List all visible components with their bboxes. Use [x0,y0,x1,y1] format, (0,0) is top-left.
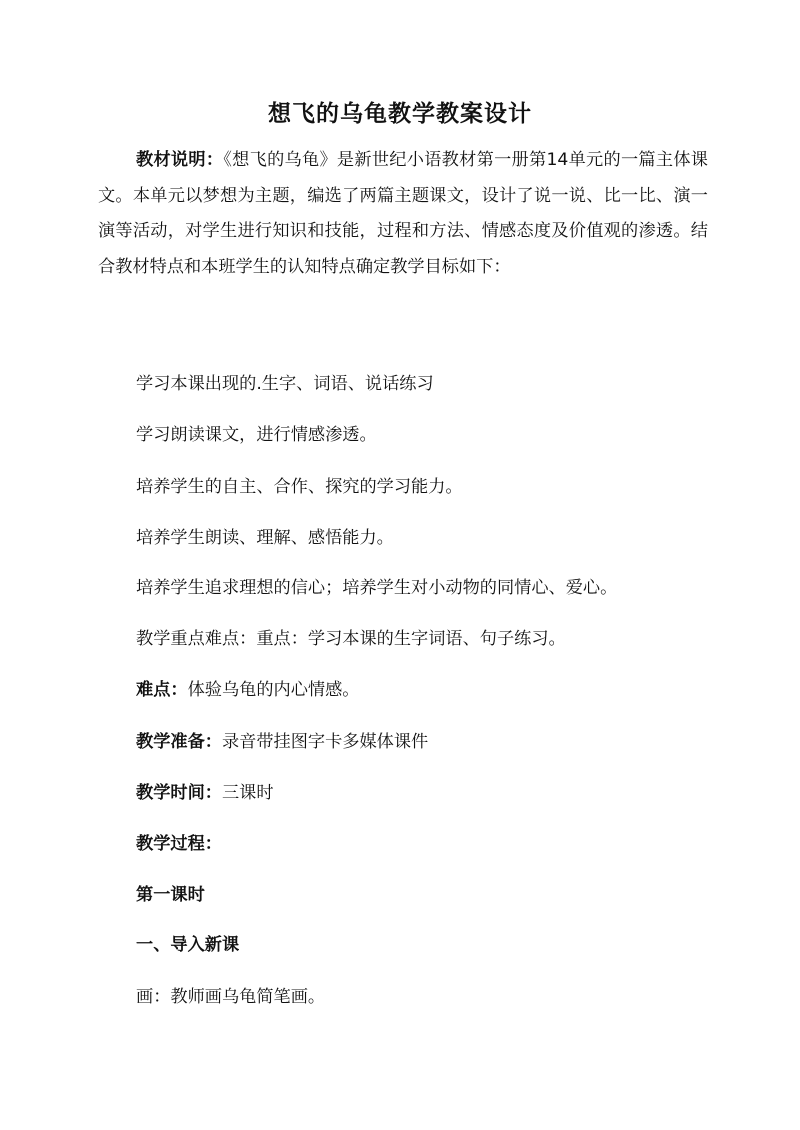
process-heading: 教学过程： [136,834,222,854]
section1-heading: 一、导入新课 [136,935,240,955]
difficulty-paragraph [136,678,359,702]
goal-item-5: 培养学生追求理想的信心；培养学生对小动物的同情心、爱心。 [136,578,618,598]
lesson1-heading: 第一课时 [136,885,205,905]
duration-label: 教学时间： [136,783,222,803]
goal-item-2: 学习朗读课文，进行情感渗透。 [136,425,377,445]
difficulty-label: 难点： [136,680,188,700]
document-title: 想飞的乌龟教学教案设计 [268,101,532,127]
difficulty-text: 体验乌龟的内心情感。 [187,680,360,700]
key-points-paragraph: 教学重点难点：重点：学习本课的生字词语、句子练习。 [136,629,566,649]
intro-text: 《想飞的乌龟》是新世纪小语教材第一册第14单元的一篇主体课文。本单元以梦想为主题，编选了两篇主题课文，设计了说一说、比一比、演一演等活动，对学生进行知识和技能，过程和方法、情感态度及价值观的渗透。结合教材特点和本班学生的认知特点确定教学目标如下： [98,150,708,277]
preparation-label: 教学准备： [136,732,222,752]
duration-paragraph [136,781,274,805]
duration-text: 三课时 [221,783,274,803]
goal-item-4: 培养学生朗读、理解、感悟能力。 [136,528,394,548]
preparation-paragraph [136,730,428,754]
intro-paragraph [98,143,708,285]
goal-item-1: 学习本课出现的.生字、词语、说话练习 [136,374,434,394]
preparation-text: 录音带挂图字卡多媒体课件 [221,732,429,752]
goal-item-3: 培养学生的自主、合作、探究的学习能力。 [136,477,463,497]
intro-label: 教材说明： [136,150,224,170]
draw-paragraph: 画：教师画乌龟简笔画。 [136,987,326,1007]
